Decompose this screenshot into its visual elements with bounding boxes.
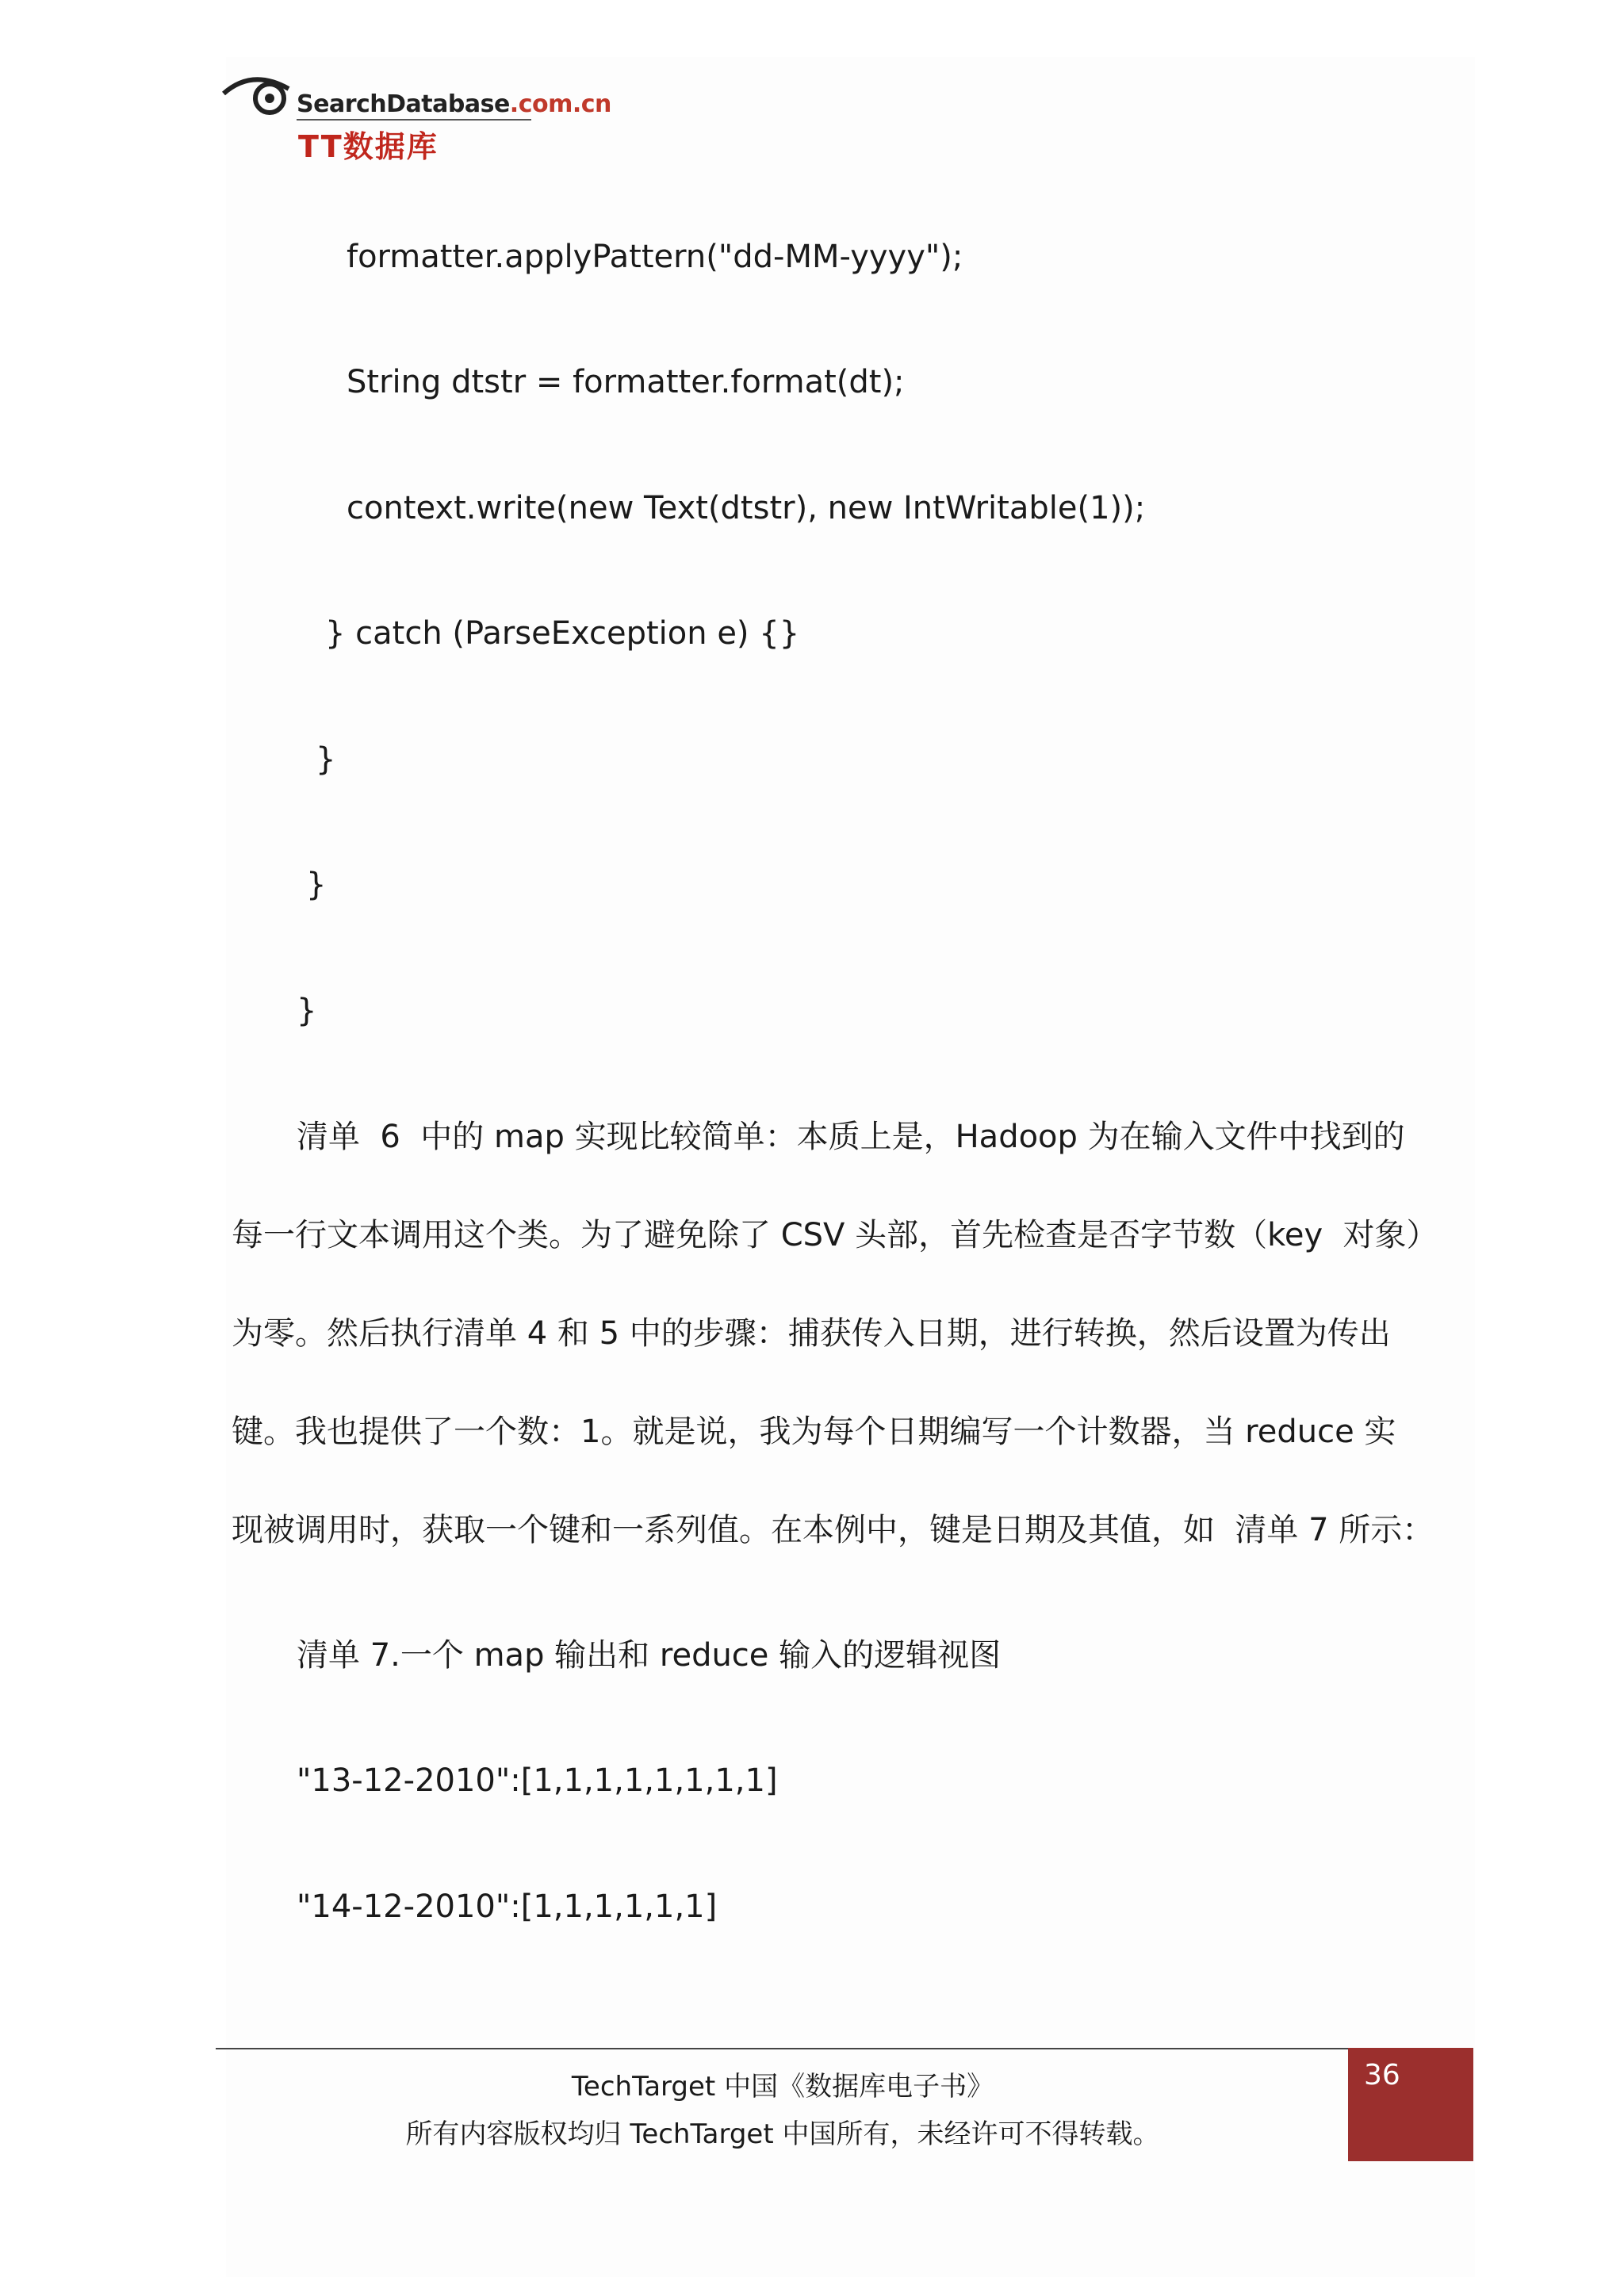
logo-divider: [297, 119, 531, 121]
page-number: 36: [1364, 2059, 1400, 2091]
paragraph-line: 现被调用时，获取一个键和一系列值。在本例中，键是日期及其值，如 清单 7 所示：: [232, 1512, 1434, 1548]
searchdatabase-logo: [220, 70, 611, 165]
page-number-box: [1348, 2048, 1473, 2161]
eye-icon: [220, 70, 300, 133]
listing-line: "13-12-2010":[1,1,1,1,1,1,1,1]: [297, 1762, 778, 1799]
code-line: }: [316, 741, 336, 778]
code-line: formatter.applyPattern("dd-MM-yyyy");: [347, 239, 963, 275]
listing-line: "14-12-2010":[1,1,1,1,1,1]: [297, 1888, 718, 1925]
code-line: String dtstr = formatter.format(dt);: [347, 364, 905, 400]
paragraph-line: 键。我也提供了一个数：1。就是说，我为每个日期编写一个计数器，当 reduce 实: [232, 1414, 1396, 1450]
listing-title: 清单 7.一个 map 输出和 reduce 输入的逻辑视图: [297, 1637, 1002, 1674]
code-line: context.write(new Text(dtstr), new IntWritable(1));: [347, 490, 1146, 526]
footer-title: TechTarget 中国《数据库电子书》: [571, 2071, 994, 2103]
paragraph-line: 每一行文本调用这个类。为了避免除了 CSV 头部，首先检查是否字节数（key 对象）: [232, 1217, 1438, 1253]
paragraph-line: 清单 6 中的 map 实现比较简单：本质上是，Hadoop 为在输入文件中找到的: [297, 1119, 1405, 1155]
footer-divider: [216, 2048, 1350, 2049]
footer-copyright: 所有内容版权均归 TechTarget 中国所有，未经许可不得转载。: [405, 2118, 1160, 2150]
brand-cn: TT数据库: [298, 129, 439, 164]
code-line: } catch (ParseException e) {}: [325, 615, 800, 652]
code-line: }: [306, 867, 327, 903]
code-line: }: [297, 993, 317, 1029]
paragraph-line: 为零。然后执行清单 4 和 5 中的步骤：捕获传入日期，进行转换，然后设置为传出: [232, 1315, 1391, 1352]
site-name: SearchDatabase.com.cn: [297, 90, 611, 118]
